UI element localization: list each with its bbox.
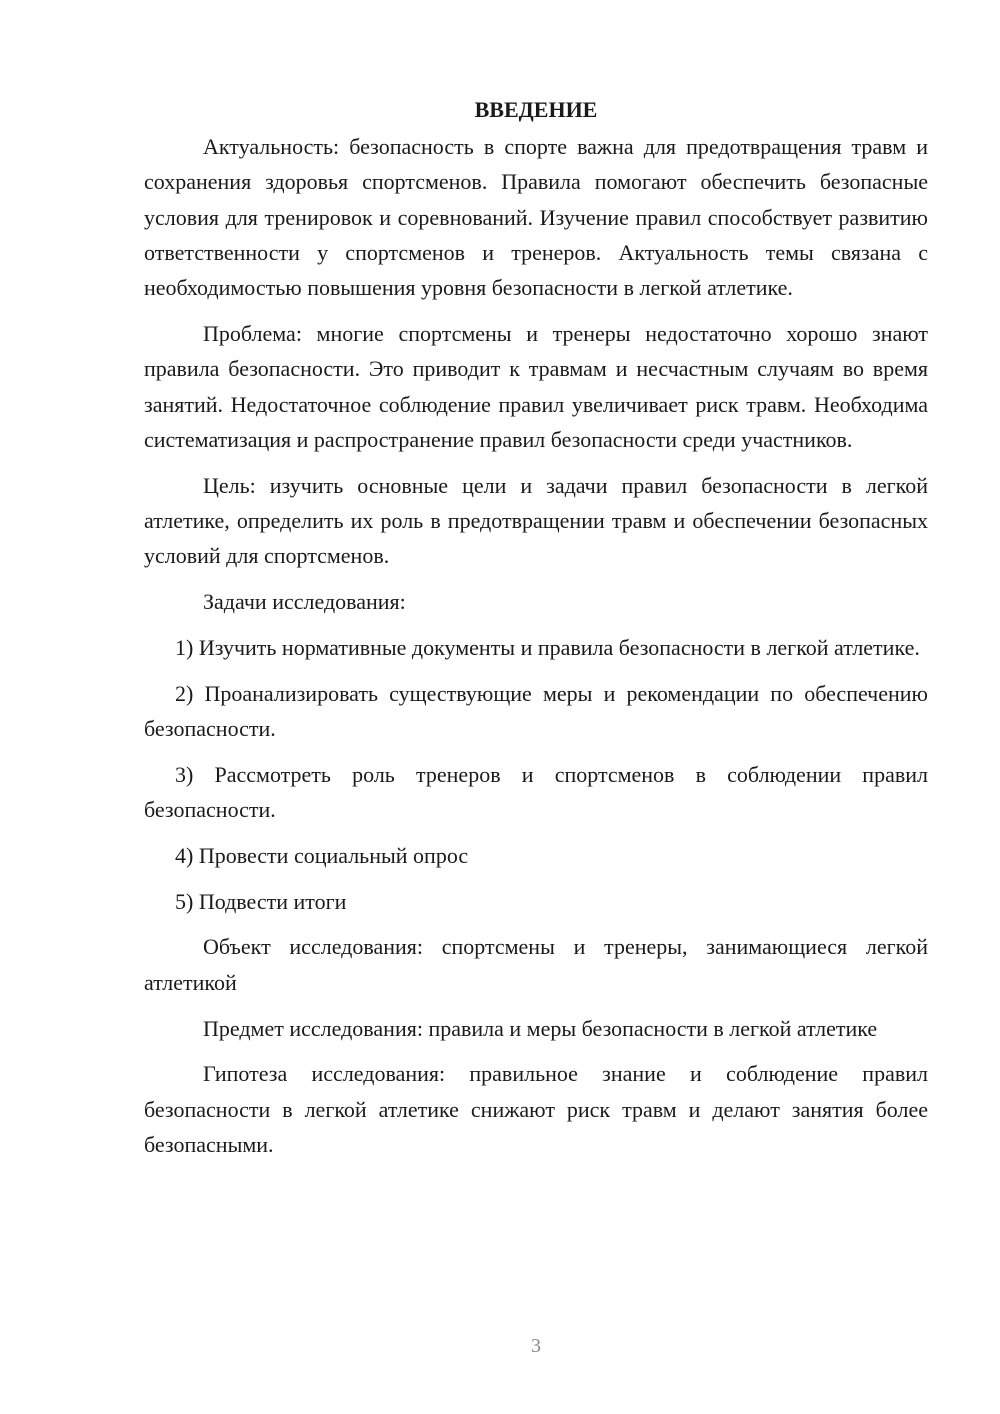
problem-paragraph: Проблема: многие спортсмены и тренеры недостаточно хорошо знают правила безопасности. Это приводит к травмам и несчастным случаям во время занятий. Недостаточное соблюдение правил увеличивает риск травм. Необходима систематизация и распространение правил безопасности среди участников.	[144, 320, 928, 452]
relevance-paragraph: Актуальность: безопасность в спорте важна для предотвращения травм и сохранения здоровья спортсменов. Правила помогают обеспечить безопасные условия для тренировок и соревнований. Изучение правил способствует развитию ответственности у спортсменов и тренеров. Актуальность темы связана с необходимостью повышения уровня безопасности в легкой атлетике.	[144, 134, 928, 301]
object-paragraph: Объект исследования: спортсмены и тренеры, занимающиеся легкой атлетикой	[144, 934, 928, 995]
subject-paragraph: Предмет исследования: правила и меры безопасности в легкой атлетике	[203, 1015, 878, 1041]
task-item-2: 2) Проанализировать существующие меры и рекомендации по обеспечению безопасности.	[144, 680, 928, 741]
task-item-5: 5) Подвести итоги	[175, 888, 347, 914]
task-item-4: 4) Провести социальный опрос	[175, 842, 469, 868]
document-title: ВВЕДЕНИЕ	[474, 97, 598, 122]
goal-paragraph: Цель: изучить основные цели и задачи правил безопасности в легкой атлетике, определить их роль в предотвращении травм и обеспечении безопасных условий для спортсменов.	[144, 472, 928, 569]
tasks-heading: Задачи исследования:	[203, 589, 406, 615]
task-item-1: 1) Изучить нормативные документы и правила безопасности в легкой атлетике.	[175, 634, 920, 660]
page-number: 3	[531, 1335, 541, 1357]
hypothesis-paragraph: Гипотеза исследования: правильное знание и соблюдение правил безопасности в легкой атлетике снижают риск травм и делают занятия более безопасными.	[144, 1061, 928, 1157]
task-item-3: 3) Рассмотреть роль тренеров и спортсменов в соблюдении правил безопасности.	[144, 761, 928, 823]
document-page	[144, 92, 928, 1173]
